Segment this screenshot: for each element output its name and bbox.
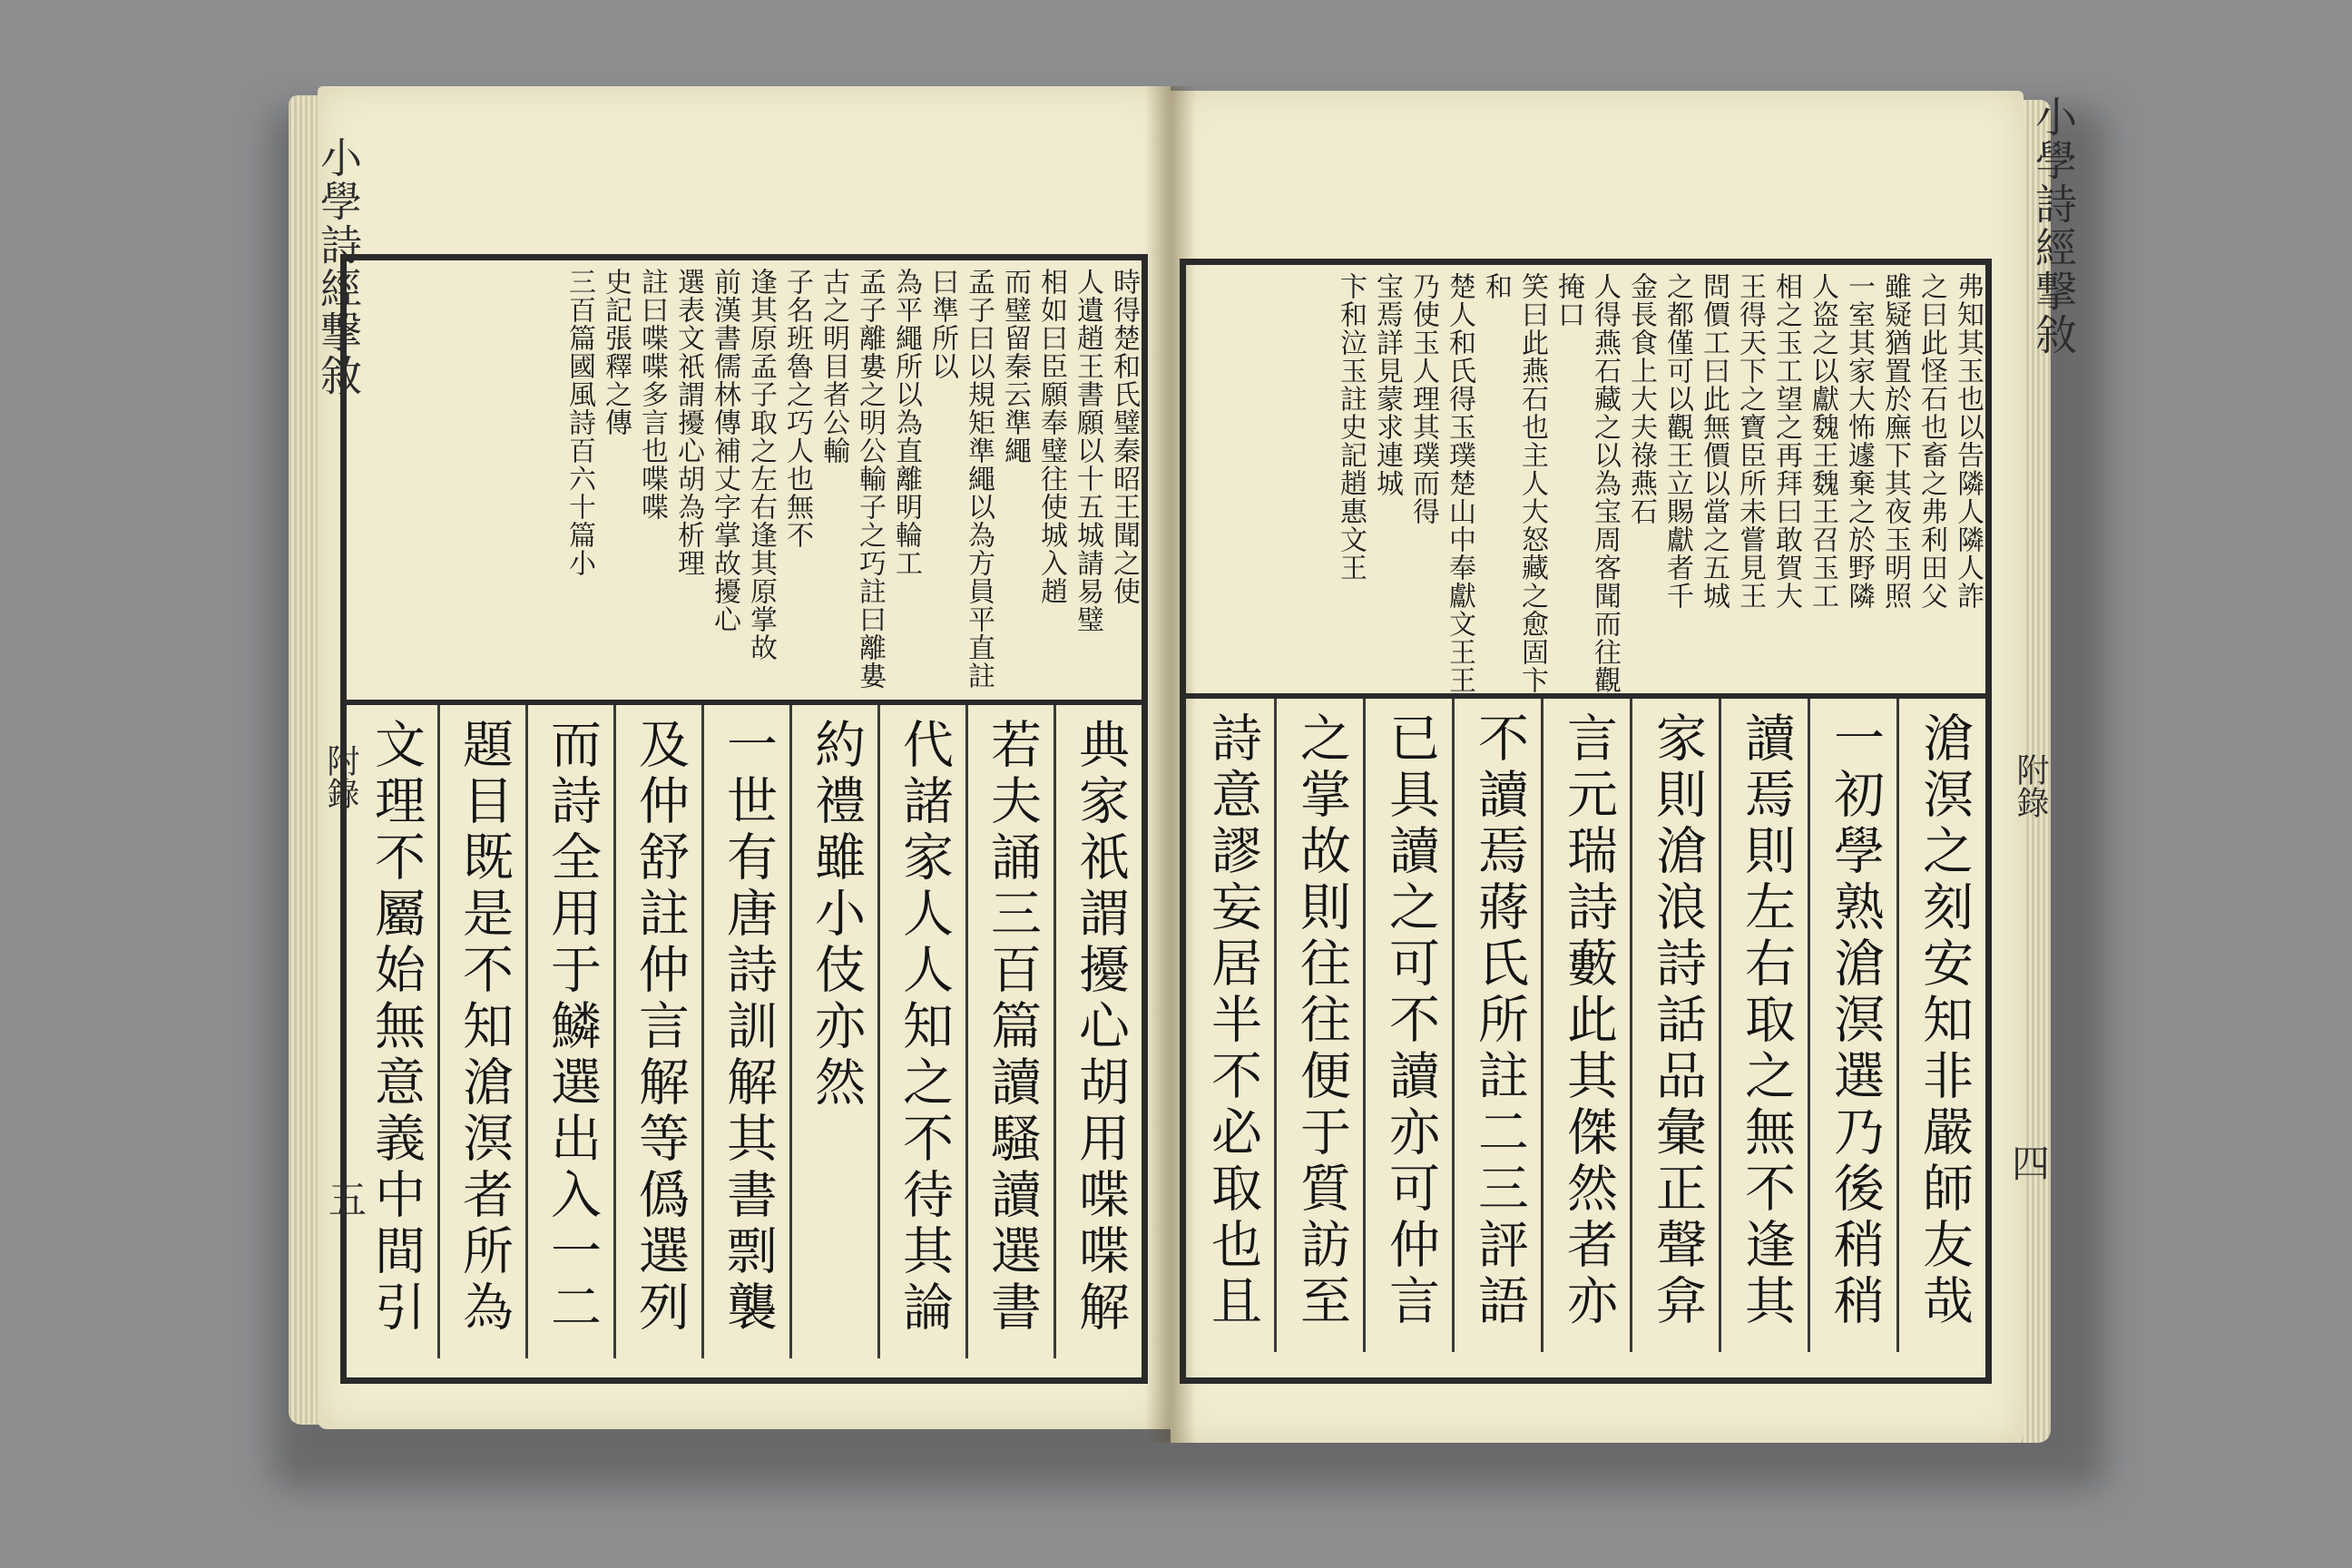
main-text-column: 已具讀之可不讀亦可仲言 xyxy=(1363,699,1452,1352)
left-margin-title: 小學詩經撃敘 xyxy=(314,136,363,397)
annotation-column: 孟子曰以規矩準繩以為方員平直註曰準所以 xyxy=(926,268,995,690)
annotation-column: 三百篇國風詩百六十篇小 xyxy=(564,268,595,577)
main-text-column: 詩意謬妄居半不必取也且 xyxy=(1203,711,1262,1330)
annotation-column: 選表文祇謂擾心胡為析理 xyxy=(672,268,704,577)
annotation-column: 史記張釋之傳 xyxy=(600,268,632,436)
main-text-column: 而詩全用于鱗選出入一二 xyxy=(525,705,613,1358)
annotation-column: 金長食上大夫祿燕石 xyxy=(1625,272,1657,525)
left-folio-number: 五 xyxy=(323,1180,368,1218)
annotation-column: 人得燕石藏之以為宝周客聞而往觀掩口 xyxy=(1553,272,1621,694)
right-margin-title: 小學詩經撃敘 xyxy=(2029,95,2078,357)
annotation-column: 人盗之以獻魏王魏王召玉工 xyxy=(1807,272,1838,610)
main-text-column: 滄溟之刻安知非嚴師友哉 xyxy=(1896,699,1985,1352)
main-text-column: 之掌故則往往便于質訪至 xyxy=(1274,699,1363,1352)
annotation-column: 相如曰臣願奉璧往使城入趙 xyxy=(1035,268,1067,605)
main-text-column: 及仲舒註仲言解等僞選列 xyxy=(613,705,701,1358)
main-text-column: 約禮雖小伎亦然 xyxy=(789,705,877,1358)
annotation-column: 問價工曰此無價以當之五城 xyxy=(1698,272,1730,610)
right-main-text xyxy=(1186,699,1985,1377)
left-main-text xyxy=(347,705,1142,1377)
main-text-column: 一世有唐詩訓解其書剽襲 xyxy=(701,705,789,1358)
main-text-column: 言元瑞詩藪此其傑然者亦 xyxy=(1541,699,1630,1352)
annotation-column: 註曰喋喋多言也喋喋 xyxy=(636,268,668,521)
annotation-column: 逢其原孟子取之左右逢其原掌故 xyxy=(745,268,777,662)
annotation-column: 相之玉工望之再拜曰敢賀大 xyxy=(1770,272,1802,610)
annotation-column: 王得天下之寶臣所未嘗見王 xyxy=(1734,272,1766,610)
annotation-column: 雖疑猶置於廡下其夜玉明照 xyxy=(1879,272,1911,610)
annotation-column: 楚人和氏得玉璞楚山中奉獻文王王乃使玉人理其璞而得 xyxy=(1407,272,1475,694)
left-annotation-block xyxy=(347,260,1142,705)
right-annotation-block xyxy=(1186,265,1985,699)
main-text-column: 讀焉則左右取之無不逢其 xyxy=(1719,699,1808,1352)
right-folio-number: 四 xyxy=(2006,1143,2051,1181)
annotation-column: 子名班魯之巧人也無不 xyxy=(781,268,813,549)
main-text-column: 文理不屬始無意義中間引 xyxy=(367,718,426,1337)
annotation-column: 卞和泣玉註史記趙惠文王 xyxy=(1335,272,1367,582)
annotation-column: 時得楚和氏璧秦昭王聞之使 xyxy=(1108,268,1140,605)
right-section-mark: 附錄 xyxy=(2012,753,2049,818)
annotation-column: 前漢書儒林傳補丈字掌故擾心 xyxy=(709,268,740,633)
main-text-column: 典家祇謂擾心胡用喋喋解 xyxy=(1054,705,1142,1358)
annotation-column: 笑曰此燕石也主人大怒藏之愈固卞和 xyxy=(1480,272,1548,694)
main-text-column: 不讀焉蔣氏所註二三評語 xyxy=(1452,699,1541,1352)
annotation-column: 宝焉詳見蒙求連城 xyxy=(1371,272,1403,497)
annotation-column: 弗知其玉也以告隣人隣人詐 xyxy=(1952,272,1984,610)
main-text-column: 代諸家人人知之不待其論 xyxy=(877,705,965,1358)
annotation-column: 為平繩所以為直離明輪工 xyxy=(890,268,922,577)
main-text-column: 若夫誦三百篇讀騷讀選書 xyxy=(965,705,1054,1358)
main-text-column: 一初學熟滄溟選乃後稍稍 xyxy=(1808,699,1896,1352)
main-text-column: 題目既是不知滄溟者所為 xyxy=(437,705,525,1358)
annotation-column: 一室其家大怖遽棄之於野隣 xyxy=(1843,272,1875,610)
left-section-mark: 附錄 xyxy=(322,744,359,809)
annotation-column: 而璧留秦云準繩 xyxy=(999,268,1031,465)
annotation-column: 人遺趙王書願以十五城請易璧 xyxy=(1072,268,1103,633)
annotation-column: 孟子離婁之明公輸子之巧註曰離婁古之明目者公輸 xyxy=(818,268,886,690)
annotation-column: 之曰此怪石也畜之弗利田父 xyxy=(1916,272,1947,610)
annotation-column: 之都僅可以觀王立賜獻者千 xyxy=(1661,272,1693,610)
main-text-column: 家則滄浪詩話品彙正聲弇 xyxy=(1630,699,1719,1352)
